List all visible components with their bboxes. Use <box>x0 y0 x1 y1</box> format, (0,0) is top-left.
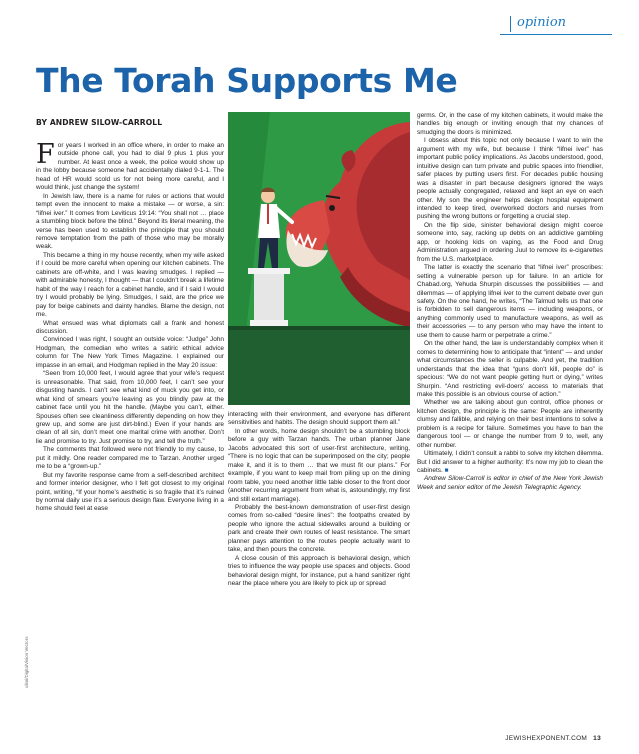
paragraph <box>36 139 224 193</box>
section-label: opinion <box>517 15 567 30</box>
article-column-1 <box>36 139 224 514</box>
author-bio: Andrew Silow-Carroll is editor in chief of the New York Jewish Week and senior editor of the Jewish Telegraphic Agency. <box>417 475 603 491</box>
headline: The Torah Supports Me <box>36 61 458 100</box>
paragraph: I obsess about this topic not only because I want to win the argument with my wife, but because I think “lifnei iver” has important public policy implications. As Jacobs understood, good, intuitive design can turn private and public spaces into friendlier, safer places by putting users first. For decades public housing was a disaster in part because designers ignored the ways people actually congregated, relaxed and kept an eye on each other. My son the engineer helps design hospital equipment intended to keep tired, overworked doctors and nurses from pushing the wrong buttons or forgetting a crucial step. <box>417 137 603 221</box>
paragraph <box>417 450 603 475</box>
paragraph: interacting with their environment, and everyone has different sensitivities and habits. The design should support them all.” <box>228 411 410 427</box>
end-mark-icon: ■ <box>444 467 449 475</box>
paragraph: A close cousin of this approach is behavioral design, which tries to influence the way people use spaces and objects. Good behavioral design might, for instance, put a hand sanitizer right near the place where you are likely to pick up or spread <box>228 554 410 588</box>
byline: BY ANDREW SILOW-CARROLL <box>36 118 163 127</box>
paragraph: The latter is exactly the scenario that “lifnei iver” proscribes: setting a vulnerable person up for failure. In an article for Chabad.org, Yehuda Shurpin discusses the possibilities — and dilemmas — of applying lifnei iver to the current debate over gun safety. On the one hand, he writes, “The Talmud tells us that one is forbidden to sell dangerous items — including weapons, or anything commonly used to manufacture weapons, as well as their accessories — to any person who may have the intent to use them to cause harm or perpetrate a crime.” <box>417 264 603 339</box>
paragraph: This became a thing in my house recently, when my wife asked if I could be more careful when opening our kitchen cabinets. The cabinets are off-white, and I was leaving smudges. I replied — with admirable honesty, I thought — that I couldn’t break a lifetime habit of the way I reach for a cabinet handle, and if I said I would try I would probably be lying. Smudges, I said, are the price we pay for beige cabinets and dainty handles. Blame the design, not me. <box>36 251 224 319</box>
article-column-2 <box>228 411 410 589</box>
paragraph: On the flip side, sinister behavioral design might coerce someone into, say, racking up debts on an addictive gambling app, or hooking kids on vaping, as the Food and Drug Administration argued in ordering Juul to remove its e-cigarettes from the U.S. marketplace. <box>417 221 603 263</box>
paragraph-text: Ultimately, I didn’t consult a rabbi to solve my kitchen dilemma. But I did answer to a higher authority: It’s now my job to clean the cabinets. <box>417 450 603 475</box>
paragraph: What ensued was what diplomats call a frank and honest discussion. <box>36 319 224 335</box>
image-credit: ulimi/DigitalVision Vectors <box>24 636 29 688</box>
article-column-3 <box>417 112 603 492</box>
paragraph: germs. Or, in the case of my kitchen cabinets, it would make the handles big enough or inviting enough that my chances of smudging the doors is minimized. <box>417 112 603 136</box>
page-footer <box>505 735 601 742</box>
illustration-lion-tamer <box>228 112 410 405</box>
section-tab <box>500 6 612 35</box>
section-divider <box>510 16 511 32</box>
paragraph: Convinced I was right, I sought an outside voice: “Judge” John Hodgman, the comedian who writes a satiric ethical advice column for The New York Times Magazine. I explained our impasse in an email, and Hodgman replied in the May 20 issue: <box>36 336 224 369</box>
paragraph: On the other hand, the law is understandably complex when it comes to determining how to anticipate that “intent” — and under what circumstances the seller is culpable. And yet, the tradition understands that the idea that “guns don’t kill, people do” is specious: “We do not want people getting hurt or dying,” writes Shurpin. “And restricting evil-doers’ access to materials that make this possible is an obvious course of action.” <box>417 340 603 398</box>
paragraph: The comments that followed were not friendly to my cause, to put it mildly. One reader compared me to Tarzan. Another urged me to be a “grown-up.” <box>36 446 224 471</box>
footer-site: JEWISHEXPONENT.COM <box>505 735 588 742</box>
paragraph: But my favorite response came from a self-described architect and former interior designer, who I felt got closest to my original point, writing, “If your home’s aesthetic is so fragile that it’s ruined by normal daily use it’s a serious design flaw. Everyone living in a home should feel at ease <box>36 471 224 513</box>
paragraph: Probably the best-known demonstration of user-first design comes from so-called “desire lines”: the footpaths created by people who ignore the actual sidewalks around a building or park and create their own routes of least resistance. The smart planner pays attention to the routes people actually want to take, and then pours the concrete. <box>228 503 410 554</box>
paragraph-text: or years I worked in an office where, in order to make an outside phone call, you had to dial 9 plus 1 plus your number. At least once a week, the police would show up in the lobby because someone had accidentally dialed 9-1-1. The head of HR would scold us for not being more careful, and I would think, just change the system! <box>36 142 224 192</box>
page-number: 13 <box>593 735 601 742</box>
paragraph: In other words, home design shouldn’t be a stumbling block before a guy with Tarzan hands. The urban planner Jane Jacobs advocated this sort of user-first architecture, writing, “There is no logic that can be superimposed on the city; people make it, and it is to them … that we must fit our plans.” For example, if you want to keep mail from piling up on the dining room table, you need another little table closer to the front door (another recurring argument from what is, astoundingly, my first and still extant marriage). <box>228 427 410 503</box>
paragraph: In Jewish law, there is a name for rules or actions that would tempt even the innocent to make a mistake — or worse, a sin: “lifnei iver.” It comes from Leviticus 19:14: “You shall not … place a stumbling block before the blind.” Beyond its literal meaning, the verse has been used to establish the principle that you should remove temptation from the path of those who may be morally weak. <box>36 192 224 251</box>
drop-cap: F <box>36 139 55 170</box>
paragraph: “Seen from 10,000 feet, I would agree that your wife’s request is unreasonable. That said, from 10,000 feet, I can’t see your disgusting hands. I can’t see what kind of muck you get into, or what kind of smears you’re leaving as you blindly paw at the cabinet face until you hit the handle. (Maybe you can’t, either. Spouses often see cleanliness differently depending on how they grew up, and some are just dirt-blind.) Even if your hands are clean of all sin, don’t meet one marital crime with another. Don’t lie and promise to try. Just promise to try, and tell the truth.” <box>36 370 224 445</box>
paragraph: Whether we are talking about gun control, office phones or kitchen design, the principle is the same: People are inherently clumsy and fallible, and relying on their best intentions to solve a problem is a recipe for failure. Sometimes you have to ban the dangerous tool — or change the number from 9 to, well, any other number. <box>417 399 603 449</box>
